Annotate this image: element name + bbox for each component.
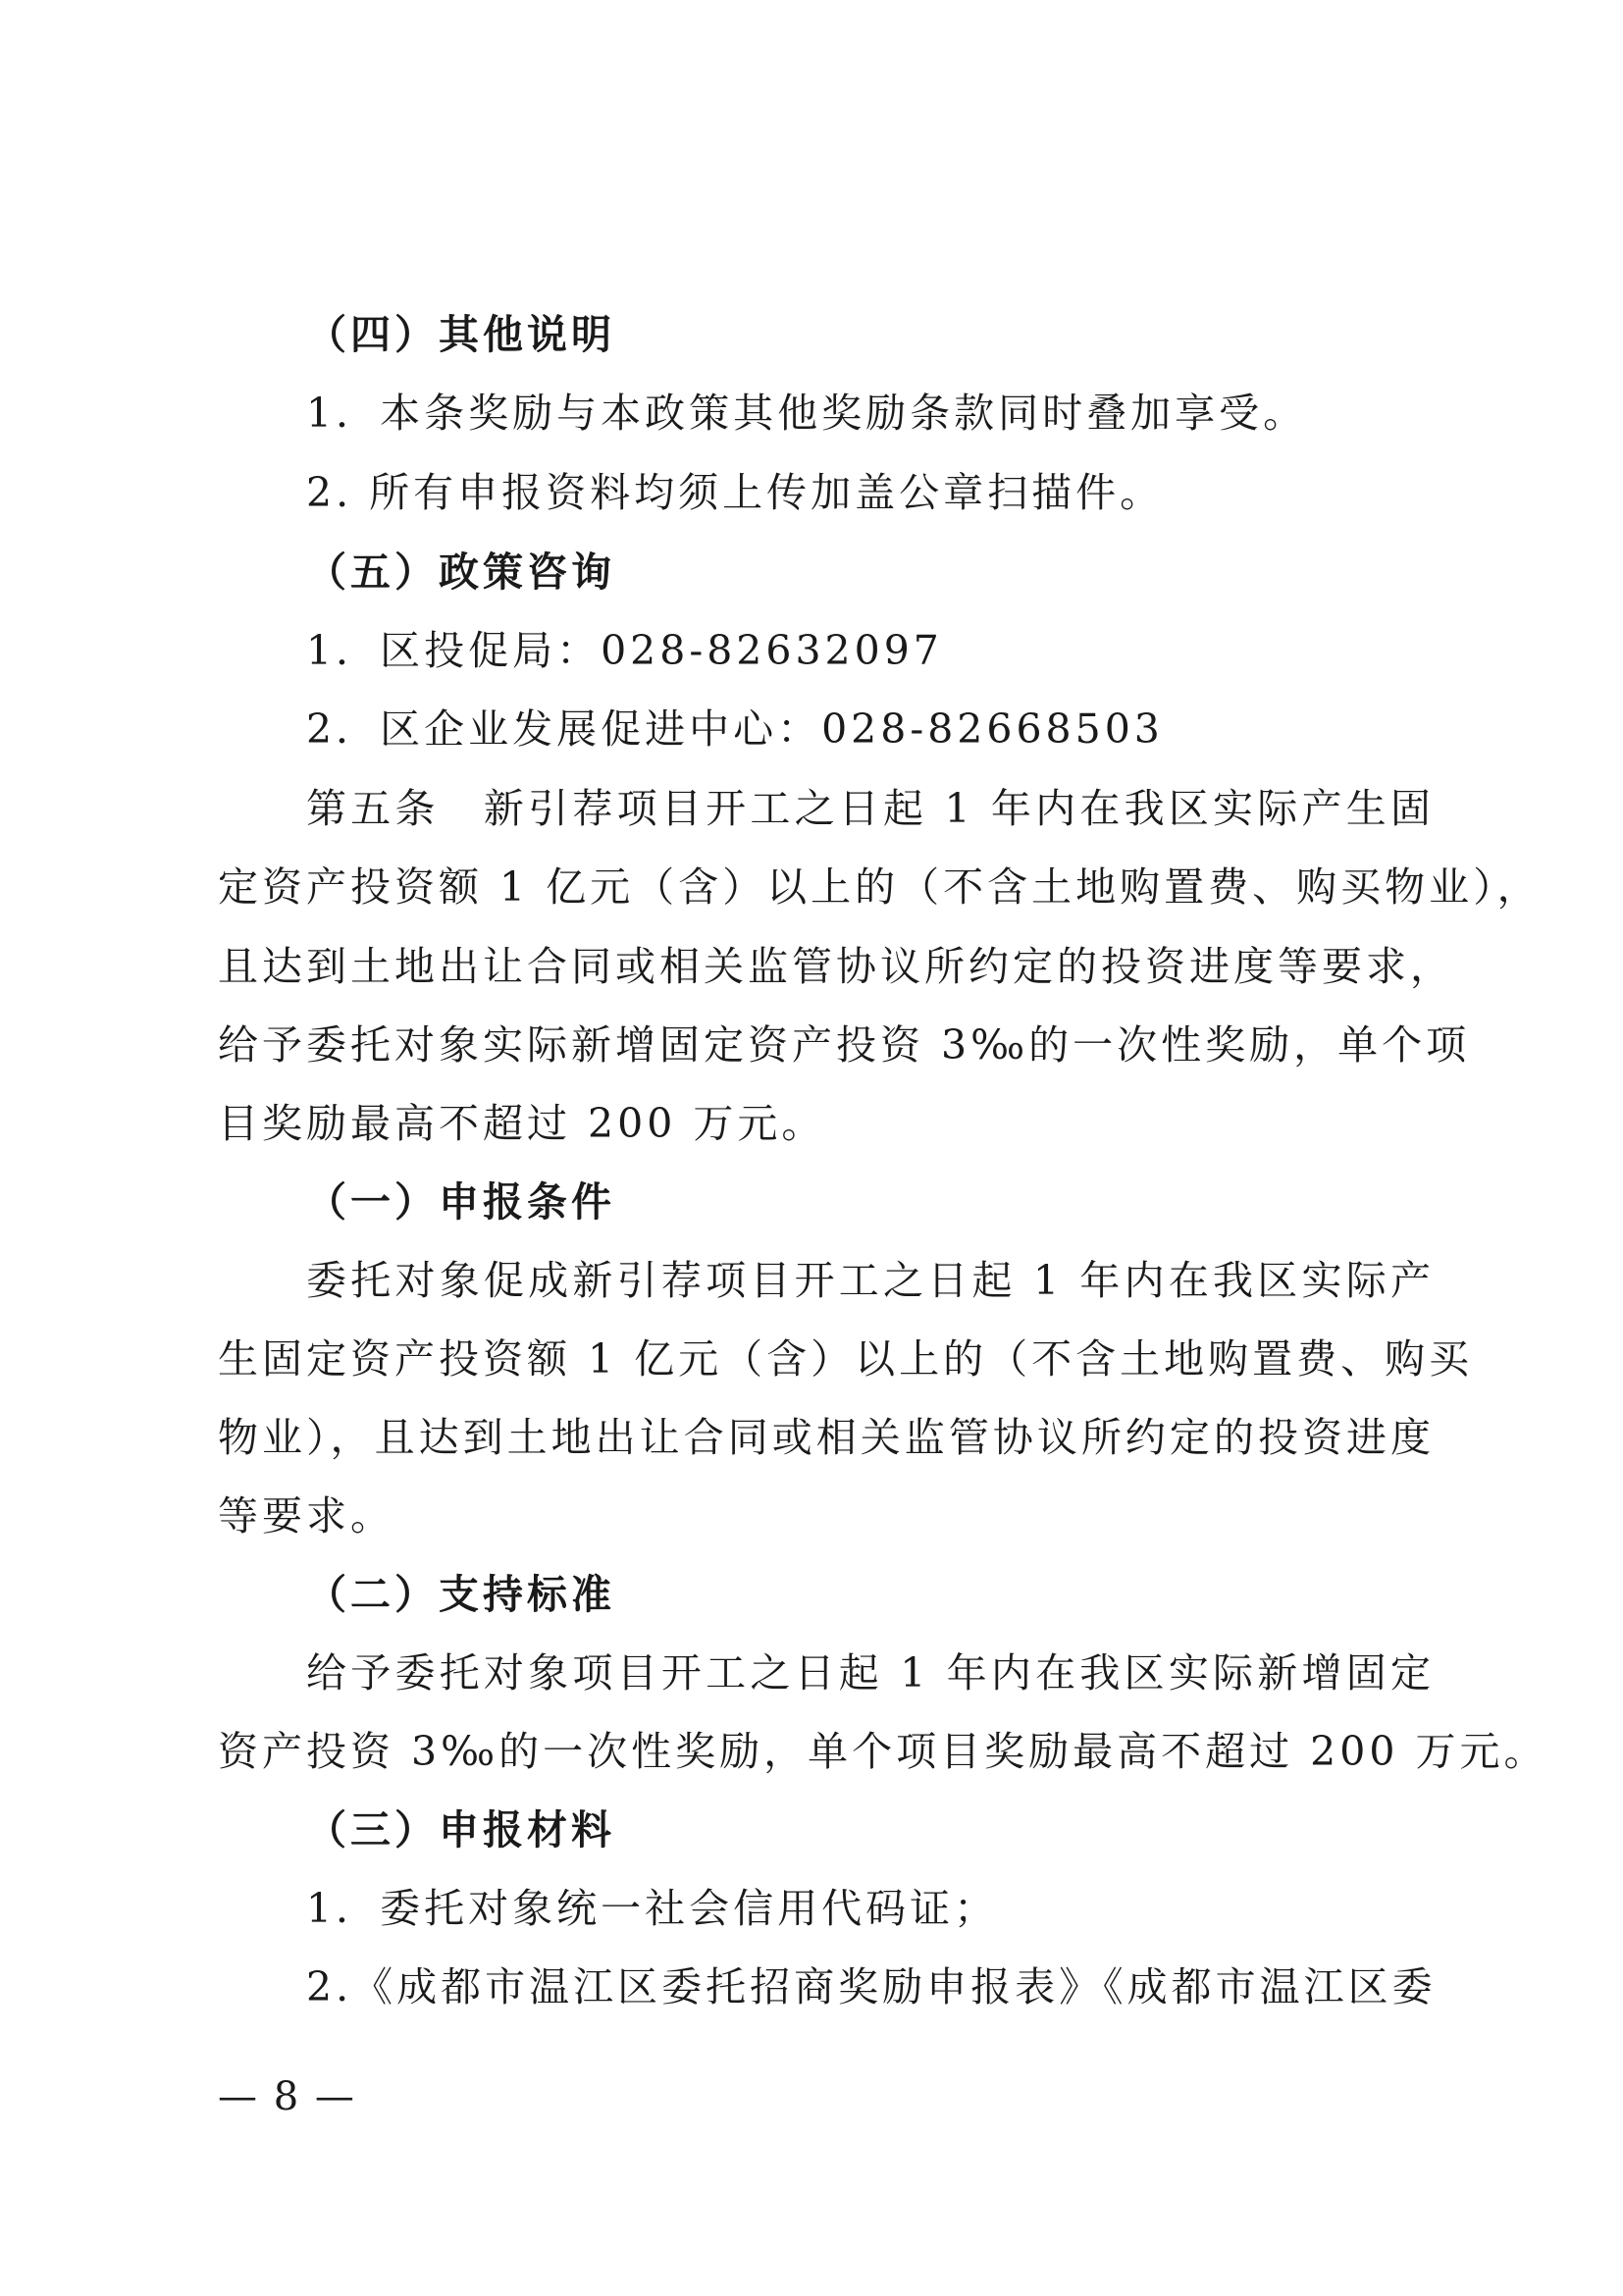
paragraph-line: 1．本条奖励与本政策其他奖励条款同时叠加享受。 — [306, 390, 1308, 437]
page-number: — 8 — — [218, 2074, 356, 2119]
paragraph-line: 物业），且达到土地出让合同或相关监管协议所约定的投资进度 — [218, 1414, 1435, 1461]
article-five-line: 目奖励最高不超过 200 万元。 — [218, 1100, 826, 1147]
heading-application-materials: （三）申报材料 — [306, 1806, 615, 1853]
heading-application-conditions: （一）申报条件 — [306, 1178, 615, 1226]
paragraph-line: 资产投资 3‰的一次性奖励，单个项目奖励最高不超过 200 万元。 — [218, 1728, 1548, 1775]
article-five-line: 第五条 新引荐项目开工之日起 1 年内在我区实际产生固 — [306, 785, 1435, 832]
paragraph-line: 2. 所有申报资料均须上传加盖公章扫描件。 — [306, 469, 1165, 516]
contact-line: 2．区企业发展促进中心：028-82668503 — [306, 705, 1164, 753]
paragraph-line: 等要求。 — [218, 1492, 394, 1539]
heading-policy-consultation: （五）政策咨询 — [306, 548, 615, 596]
paragraph-line: 给予委托对象项目开工之日起 1 年内在我区实际新增固定 — [306, 1649, 1435, 1696]
heading-support-standard: （二）支持标准 — [306, 1571, 615, 1618]
article-five-line: 定资产投资额 1 亿元（含）以上的（不含土地购置费、购买物业）， — [218, 863, 1542, 911]
article-five-line: 且达到土地出让合同或相关监管协议所约定的投资进度等要求， — [218, 943, 1454, 990]
article-five-line: 给予委托对象实际新增固定资产投资 3‰的一次性奖励，单个项 — [218, 1021, 1471, 1069]
heading-other-notes: （四）其他说明 — [306, 311, 615, 358]
list-item: 1．委托对象统一社会信用代码证； — [306, 1885, 999, 1932]
paragraph-line: 委托对象促成新引荐项目开工之日起 1 年内在我区实际产 — [306, 1257, 1435, 1304]
list-item: 2.《成都市温江区委托招商奖励申报表》《成都市温江区委 — [306, 1963, 1437, 2010]
contact-line: 1．区投促局：028-82632097 — [306, 627, 943, 674]
paragraph-line: 生固定资产投资额 1 亿元（含）以上的（不含土地购置费、购买 — [218, 1335, 1474, 1383]
